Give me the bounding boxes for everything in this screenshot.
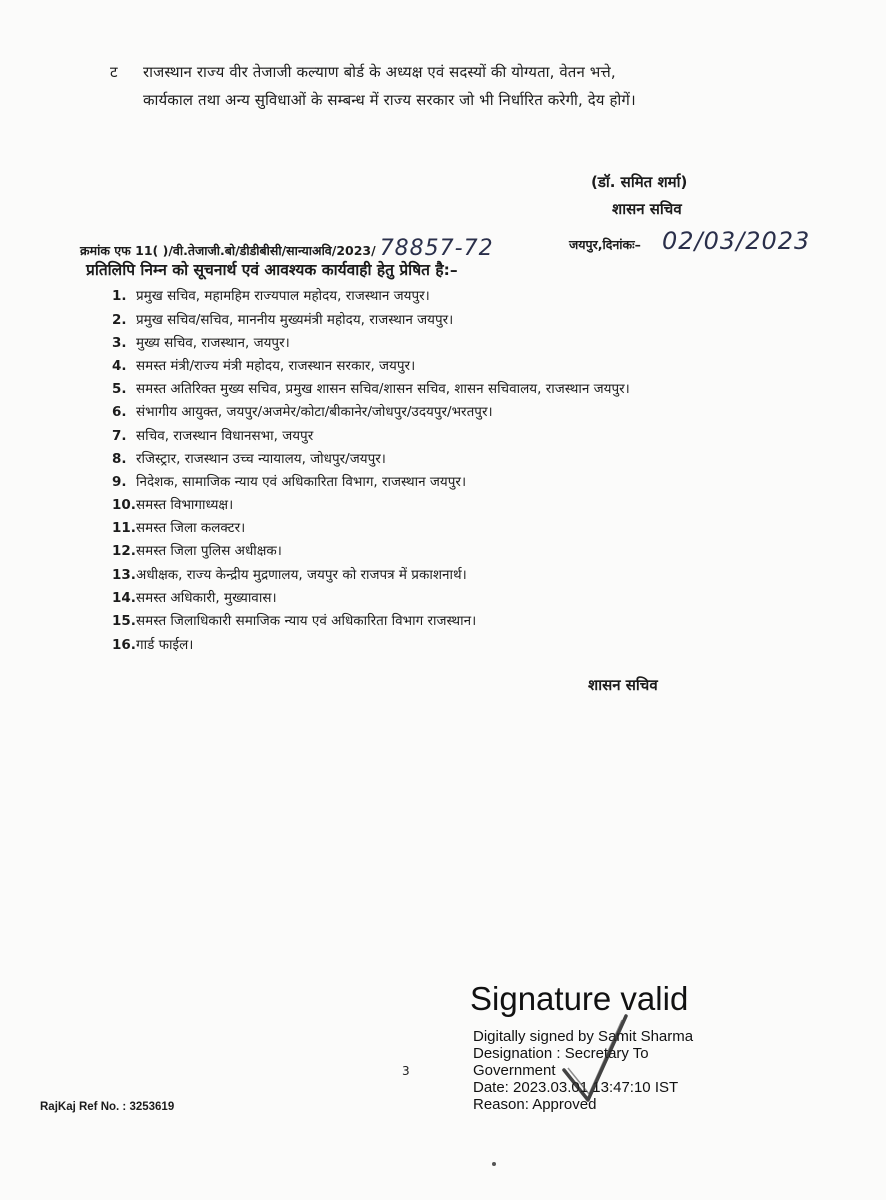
list-item-number: 1. (112, 288, 127, 304)
list-item-text: समस्त जिला पुलिस अधीक्षक। (136, 543, 282, 559)
signature-designation-cont: Government (473, 1062, 556, 1079)
order-prefix: क्रमांक एफ 11( )/वी.तेजाजी.बो/डीडीबीसी/सान्याअवि/2023/ (80, 243, 376, 258)
signature-date: Date: 2023.03.01 13:47:10 IST (473, 1079, 679, 1096)
list-item (112, 541, 282, 559)
clause-line-1: राजस्थान राज्य वीर तेजाजी कल्याण बोर्ड के अध्यक्ष एवं सदस्यों की योग्यता, वेतन भत्ते, (143, 63, 616, 81)
signatory-name: (डॉ. समित शर्मा) (591, 173, 688, 191)
signature-reason: Reason: Approved (473, 1096, 597, 1113)
list-item (112, 518, 245, 536)
list-item-text: समस्त विभागाध्यक्ष। (136, 497, 234, 513)
list-item-text: समस्त अधिकारी, मुख्यावास। (136, 590, 277, 606)
list-item-text: संभागीय आयुक्त, जयपुर/अजमेर/कोटा/बीकानेर/जोधपुर/उदयपुर/भरतपुर। (136, 404, 493, 420)
list-item-text: रजिस्ट्रार, राजस्थान उच्च न्यायालय, जोधपुर/जयपुर। (136, 451, 386, 467)
list-item-text: प्रमुख सचिव/सचिव, माननीय मुख्यमंत्री महोदय, राजस्थान जयपुर। (136, 312, 454, 328)
list-item (112, 472, 466, 490)
list-item-text: प्रमुख सचिव, महामहिम राज्यपाल महोदय, राजस्थान जयपुर। (136, 288, 430, 304)
list-item (112, 333, 290, 351)
list-item-number: 16. (112, 637, 136, 653)
copy-heading: प्रतिलिपि निम्न को सूचनार्थ एवं आवश्यक कार्यवाही हेतु प्रेषित है:– (86, 261, 458, 279)
signature-designation: Designation : Secretary To (473, 1045, 649, 1062)
signatory-designation: शासन सचिव (612, 200, 682, 218)
closing-designation: शासन सचिव (588, 676, 658, 694)
list-item (112, 611, 476, 629)
ink-dot (492, 1162, 496, 1166)
list-item-number: 8. (112, 451, 127, 467)
checkmark-icon (560, 1010, 630, 1105)
list-item-number: 12. (112, 543, 136, 559)
list-item-number: 9. (112, 474, 127, 490)
list-item (112, 449, 386, 467)
handwritten-date: 02/03/2023 (662, 227, 811, 255)
signature-status: Signature valid (470, 980, 689, 1017)
list-item-text: मुख्य सचिव, राजस्थान, जयपुर। (136, 335, 290, 351)
list-item (112, 379, 630, 397)
list-item (112, 495, 233, 513)
rajkaj-ref-number: RajKaj Ref No. : 3253619 (40, 1101, 175, 1113)
list-item-text: गार्ड फाईल। (136, 637, 194, 653)
signature-signer: Digitally signed by Samit Sharma (473, 1028, 694, 1045)
list-item-number: 3. (112, 335, 127, 351)
list-item-number: 2. (112, 312, 127, 328)
list-item-text: समस्त अतिरिक्त मुख्य सचिव, प्रमुख शासन सचिव/शासन सचिव, शासन सचिवालय, राजस्थान जयपुर। (136, 381, 630, 397)
list-item-text: समस्त जिलाधिकारी समाजिक न्याय एवं अधिकारिता विभाग राजस्थान। (136, 613, 477, 629)
list-item-text: निदेशक, सामाजिक न्याय एवं अधिकारिता विभाग, राजस्थान जयपुर। (136, 474, 467, 490)
list-item-number: 13. (112, 567, 136, 583)
list-item-number: 6. (112, 404, 127, 420)
order-place-date-label: जयपुर,दिनांकः– (569, 237, 641, 252)
list-item-number: 15. (112, 613, 136, 629)
list-item-number: 11. (112, 520, 136, 536)
list-item-text: समस्त मंत्री/राज्य मंत्री महोदय, राजस्थान सरकार, जयपुर। (136, 358, 416, 374)
list-item-text: अधीक्षक, राज्य केन्द्रीय मुद्रणालय, जयपुर को राजपत्र में प्रकाशनार्थ। (136, 567, 467, 583)
handwritten-order-number: 78857-72 (379, 236, 494, 261)
list-item (112, 565, 467, 583)
page-number: 3 (402, 1064, 410, 1078)
clause-marker: ट (110, 63, 118, 81)
list-item-text: सचिव, राजस्थान विधानसभा, जयपुर (136, 428, 314, 444)
clause-line-2: कार्यकाल तथा अन्य सुविधाओं के सम्बन्ध में राज्य सरकार जो भी निर्धारित करेगी, देय होगें। (143, 91, 636, 109)
list-item (112, 588, 277, 606)
list-item (112, 310, 453, 328)
list-item (112, 635, 193, 653)
list-item (112, 402, 493, 420)
list-item-number: 10. (112, 497, 136, 513)
digital-signature-block (470, 980, 770, 1130)
list-item-text: समस्त जिला कलक्टर। (136, 520, 246, 536)
list-item-number: 4. (112, 358, 127, 374)
list-item-number: 14. (112, 590, 136, 606)
list-item (112, 426, 313, 444)
list-item-number: 7. (112, 428, 127, 444)
list-item-number: 5. (112, 381, 127, 397)
list-item (112, 356, 415, 374)
list-item (112, 286, 430, 304)
